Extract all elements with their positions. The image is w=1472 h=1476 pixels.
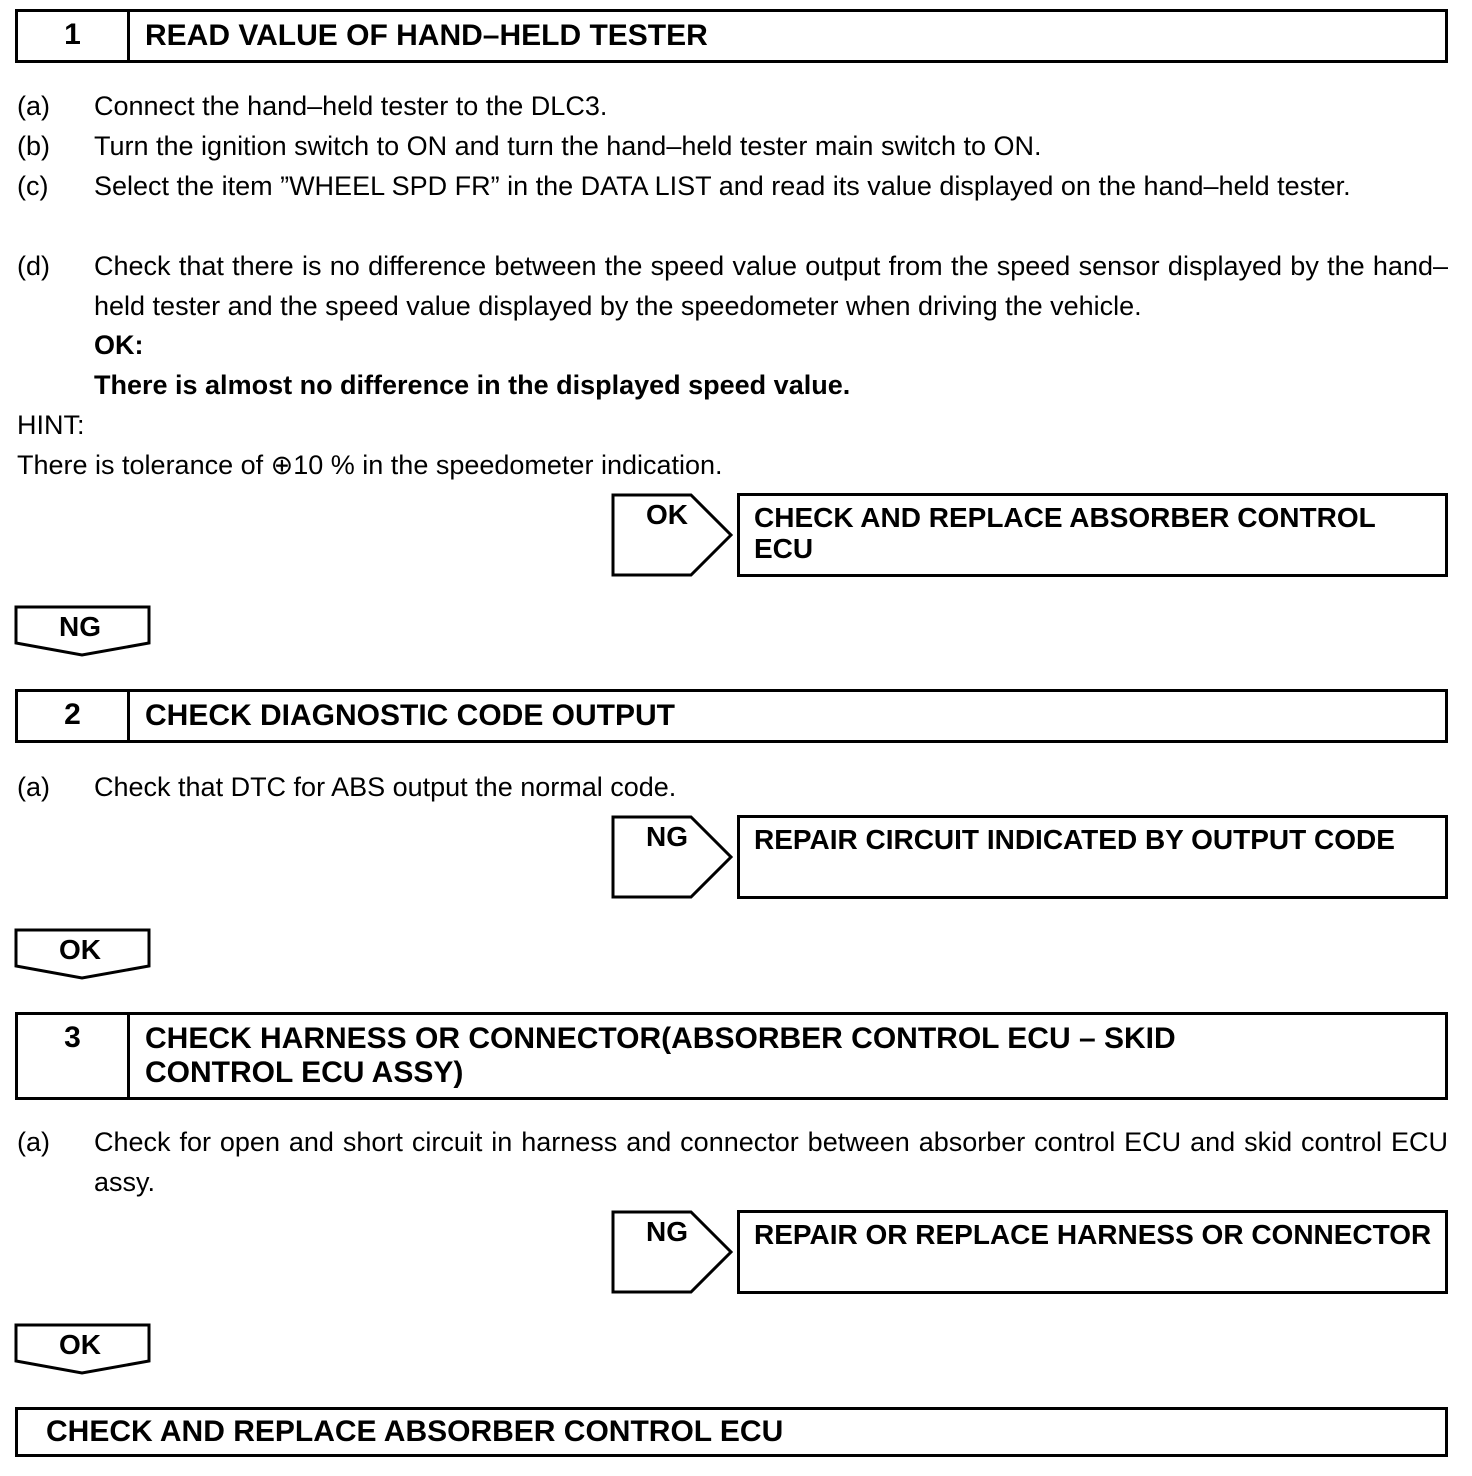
flow-tab-ok — [14, 1323, 152, 1375]
result-box — [737, 1210, 1448, 1294]
flow-tab-ng — [14, 605, 152, 657]
item-text: Turn the ignition switch to ON and turn the hand–held tester main switch to ON. — [94, 131, 1042, 161]
result-text: REPAIR CIRCUIT INDICATED BY OUTPUT CODE — [754, 824, 1395, 855]
step-title: CHECK HARNESS OR CONNECTOR(ABSORBER CONTROL ECU – SKID CONTROL ECU ASSY) — [145, 1022, 1176, 1089]
step-3-header — [15, 1012, 1448, 1100]
result-arrow-ng — [611, 1210, 735, 1294]
ok-label: OK: — [94, 330, 144, 360]
ok-spec: There is almost no difference in the displayed speed value. — [94, 370, 851, 400]
item-label: (b) — [17, 131, 50, 161]
step-number: 1 — [18, 12, 130, 60]
result-arrow-label: NG — [646, 821, 688, 852]
item-label: (d) — [17, 251, 50, 281]
result-box — [737, 493, 1448, 577]
flow-tab-label: NG — [59, 611, 101, 642]
item-label: (c) — [17, 171, 49, 201]
item-text: Check that there is no difference between the speed value output from the speed sensor displayed by the hand–held tester and the speed value displayed by the speedometer when driving the vehicle. — [94, 251, 1448, 321]
hint-label: HINT: — [17, 410, 85, 440]
result-text: CHECK AND REPLACE ABSORBER CONTROL ECU — [754, 502, 1376, 564]
result-arrow-ng — [611, 815, 735, 899]
step-number: 3 — [18, 1015, 130, 1097]
item-label: (a) — [17, 1127, 50, 1157]
final-action-text: CHECK AND REPLACE ABSORBER CONTROL ECU — [46, 1415, 784, 1448]
step-2-header — [15, 689, 1448, 743]
item-text: Check that DTC for ABS output the normal code. — [94, 772, 677, 802]
result-arrow-label: NG — [646, 1216, 688, 1247]
result-arrow-label: OK — [646, 499, 688, 530]
final-action-box — [15, 1407, 1448, 1457]
result-text: REPAIR OR REPLACE HARNESS OR CONNECTOR — [754, 1219, 1432, 1250]
flow-tab-label: OK — [59, 1329, 101, 1360]
flow-tab-label: OK — [59, 934, 101, 965]
step-1-header — [15, 9, 1448, 63]
hint-text: There is tolerance of ⊕10 % in the speedometer indication. — [17, 450, 723, 480]
step-title: CHECK DIAGNOSTIC CODE OUTPUT — [145, 699, 676, 732]
flow-tab-ok — [14, 928, 152, 980]
item-text: Check for open and short circuit in harness and connector between absorber control ECU and skid control ECU assy. — [94, 1127, 1448, 1197]
result-box — [737, 815, 1448, 899]
step-title: READ VALUE OF HAND–HELD TESTER — [145, 19, 708, 52]
item-label: (a) — [17, 91, 50, 121]
result-arrow-ok — [611, 493, 735, 577]
item-label: (a) — [17, 772, 50, 802]
item-text: Connect the hand–held tester to the DLC3. — [94, 91, 608, 121]
item-text: Select the item ”WHEEL SPD FR” in the DATA LIST and read its value displayed on the hand–held tester. — [94, 171, 1351, 201]
step-number: 2 — [18, 692, 130, 740]
